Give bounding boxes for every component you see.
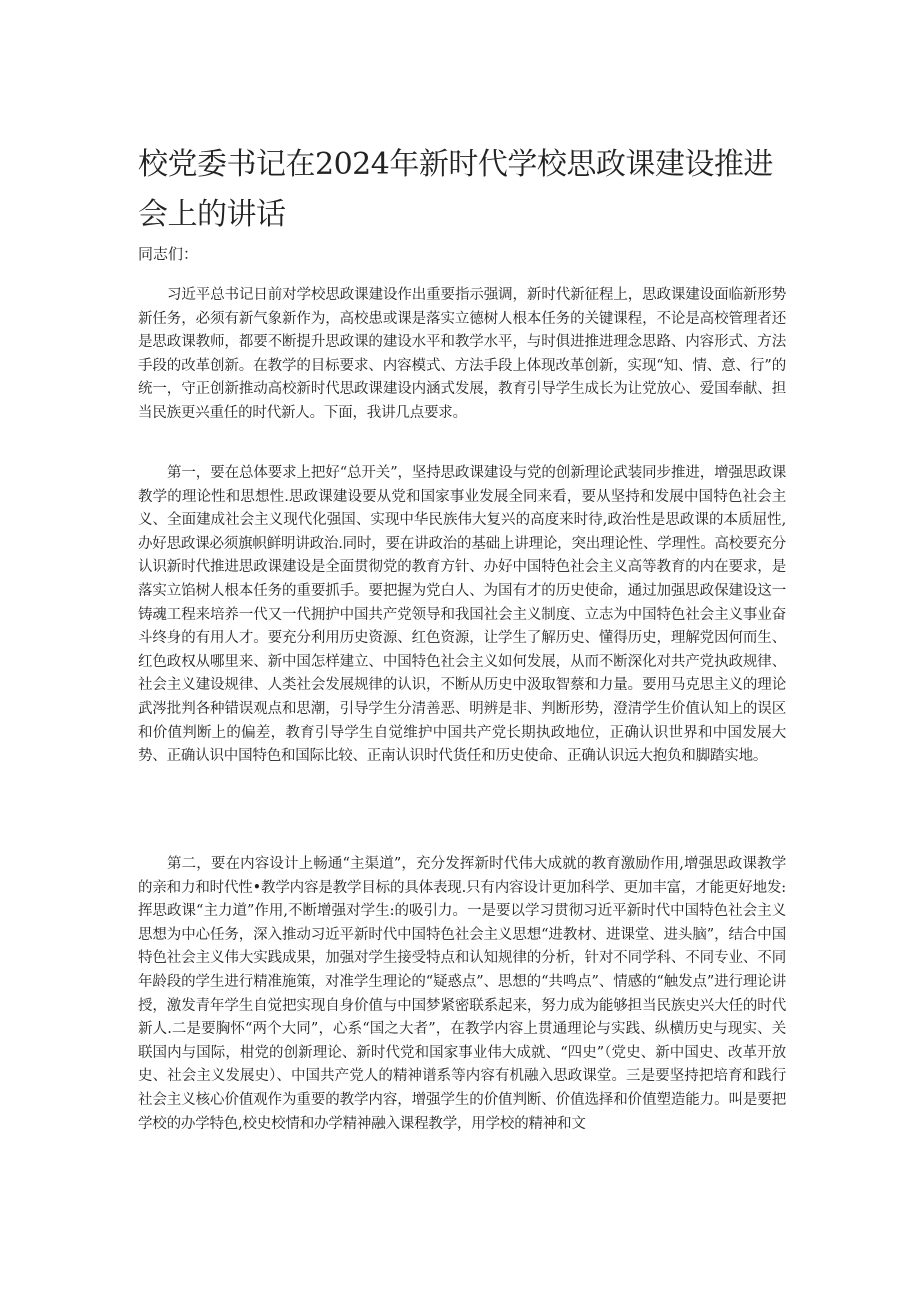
paragraph-first-point: 第一，要在总体要求上把好“总开关”，坚持思政课建设与党的创新理论武装同步推进，增强思政课教学的理论性和思想性.思政课建设要从党和国家事业发展全同来看，要从坚持和发展中国特色社会主义、全面建成社会主义现代化强国、实现中华民族伟大复兴的高度来时待,政治性是思政课的本质屈性,办好思政课必须旗帜鲜明讲政治.同时，要在讲政治的基础上讲理论，突出理论性、学理性。高校要充分认识新时代推进思政课建设是全面贯彻党的教育方针、办好中国特色社会主义高等教育的内在要求，是落实立馅树人根本任务的重要抓手。要把握为党白人、为国有才的历史使命，通过加强思政保建设这一铸魂工程来培养一代又一代拥护中国共产党领导和我国社会主义制度、立志为中国特色社会主义事业奋斗终身的有用人才。要充分利用历史资源、红色资源，让学生了解历史、懂得历史，理解党因何而生、红色政权从哪里来、新中国怎样建立、中国特色社会主义如何发展，从而不断深化对共产党执政规律、社会主义建设规律、人类社会发展规律的认识，不断从历史中汲取智蔡和力量。要用马克思主义的理论武涔批判各种错误观点和思潮，引导学生分清善恶、明辨是非、判断形势，澄清学生价值认知上的误区和价值判断上的偏差，教育引导学生自觉维护中国共产党长期执政地位，正确认识世界和中国发展大势、正确认识中国特色和国际比较、正南认识时代货任和历史使命、正确认识远大抱负和脚踏实地。 <box>138 465 786 765</box>
document-title: 校党委书记在2024年新时代学校思政课建设推进会上的讲话 <box>138 147 773 232</box>
paragraph-intro: 习近平总书记日前对学校思政课建设作出重要指示强调，新时代新征程上，思政课建设面临新形势新任务，必须有新气象新作为，高校患或课是落实立德树人根本任务的关键课程，不论是高校管理者还是思政课教师，都要不断提升思政课的建设水平和教学水平，与时俱进推进理念思路、内容形式、方法手段的改革创新。在教学的目标要求、内容模式、方法手段上体现改革创新，实现“知、情、意、行”的统一，守正创新推动高校新时代思政课建设内涵式发展，教育引导学生成长为让党放心、爱国奉献、担当民族更兴重任的时代新人。下面，我讲几点要求。 <box>138 287 786 421</box>
salutation: 同志们： <box>138 245 199 263</box>
paragraph-second-point: 第二，要在内容设计上畅通“主渠道”，充分发挥新时代伟大成就的教育激励作用,增强思政课教学的亲和力和时代性•教学内容是教学目标的具体表现.只有内容设计更加科学、更加丰富，才能更好地发:挥思政课“主力道”作用,不断增强对学生:的吸引力。一是要以学习贯彻习近平新时代中国特色社会主义思想为中心任务，深入推动习近平新时代中国特色社会主义思想“进教材、进课堂、进头脑”，结合中国特色社会主义伟大实践成果，加强对学生接受特点和认知规律的分析，针对不同学科、不同专业、不同年龄段的学生进行精准施策，对准学生理论的“疑惑点”、思想的“共鸣点”、情感的“触发点”进行理论讲授，激发青年学生自觉把实现自身价值与中国梦紧密联系起来，努力成为能够担当民族史兴大任的时代新人.二是要胸怀“两个大同”，心系“国之大者”，在教学内容上贯通理论与实践、纵横历史与现实、关联国内与国际，柑党的创新理论、新时代党和国家事业伟大成就、“四史”（党史、新中国史、改革开放史、社会主义发展史）、中国共产党人的精神谱系等内容有机融入思政课堂。三是要坚持把培育和践行社会主义核心价值观作为重要的教学内容，增强学生的价值判断、价值选择和价值塑造能力。叫是要把学校的办学特色,校史校情和办学精神融入课程教学，用学校的精神和文 <box>138 856 786 1132</box>
